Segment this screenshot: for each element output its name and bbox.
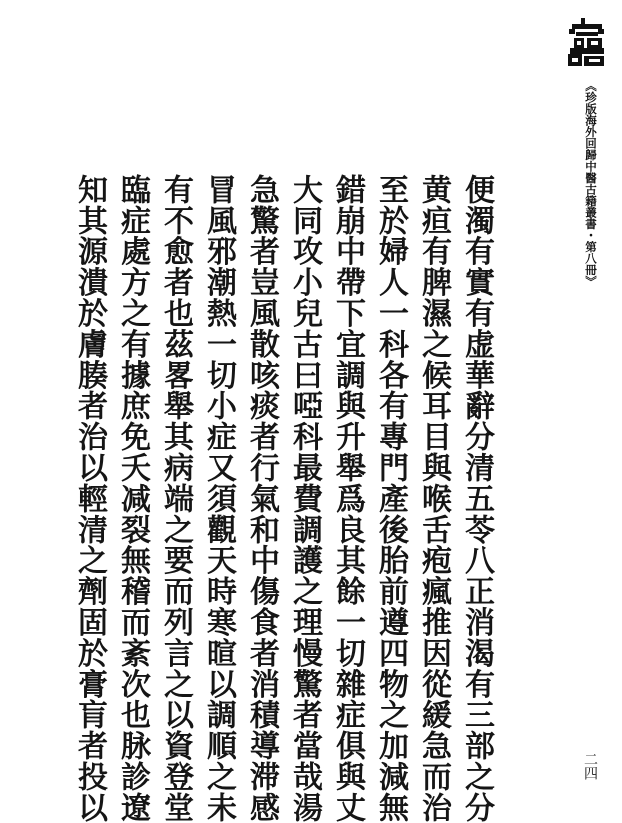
text-column: 有不愈者也茲畧舉其病端之要而列言之以資登堂 xyxy=(158,174,193,823)
text-column: 臨症處方之有據庶免夭减裂無稽而紊次也脉診遼 xyxy=(115,174,150,823)
main-text xyxy=(72,174,498,823)
page-number: 二四 xyxy=(582,752,598,780)
publisher-seal-icon xyxy=(566,16,606,68)
text-column: 便濁有實有虚華辭分清五苓八正消渴有三部之分 xyxy=(459,174,494,823)
text-column: 知其源潰於膚腠者治以輕清之劑固於膏肓者投以 xyxy=(72,174,107,823)
text-column: 大同攻小兒古曰啞科最費調護之理慢驚者當哉湯 xyxy=(287,174,322,823)
text-column: 急驚者豈風散咳痰者行氣和中傷食者消積導滞感 xyxy=(244,174,279,823)
text-column: 錯崩中帶下宜調與升舉爲良其餘一切雜症俱與丈 xyxy=(330,174,365,823)
text-column: 冒風邪潮熱一切小症又須觀天時寒暄以調順之未 xyxy=(201,174,236,823)
series-title: 《珍版海外回歸中醫古籍叢書・第八冊》 xyxy=(584,80,598,287)
text-column: 黄疸有脾濕之候耳目與喉舌疱瘋推因從緩急而治 xyxy=(416,174,451,823)
text-column: 至於婦人一科各有專門產後胎前遵四物之加減無 xyxy=(373,174,408,823)
